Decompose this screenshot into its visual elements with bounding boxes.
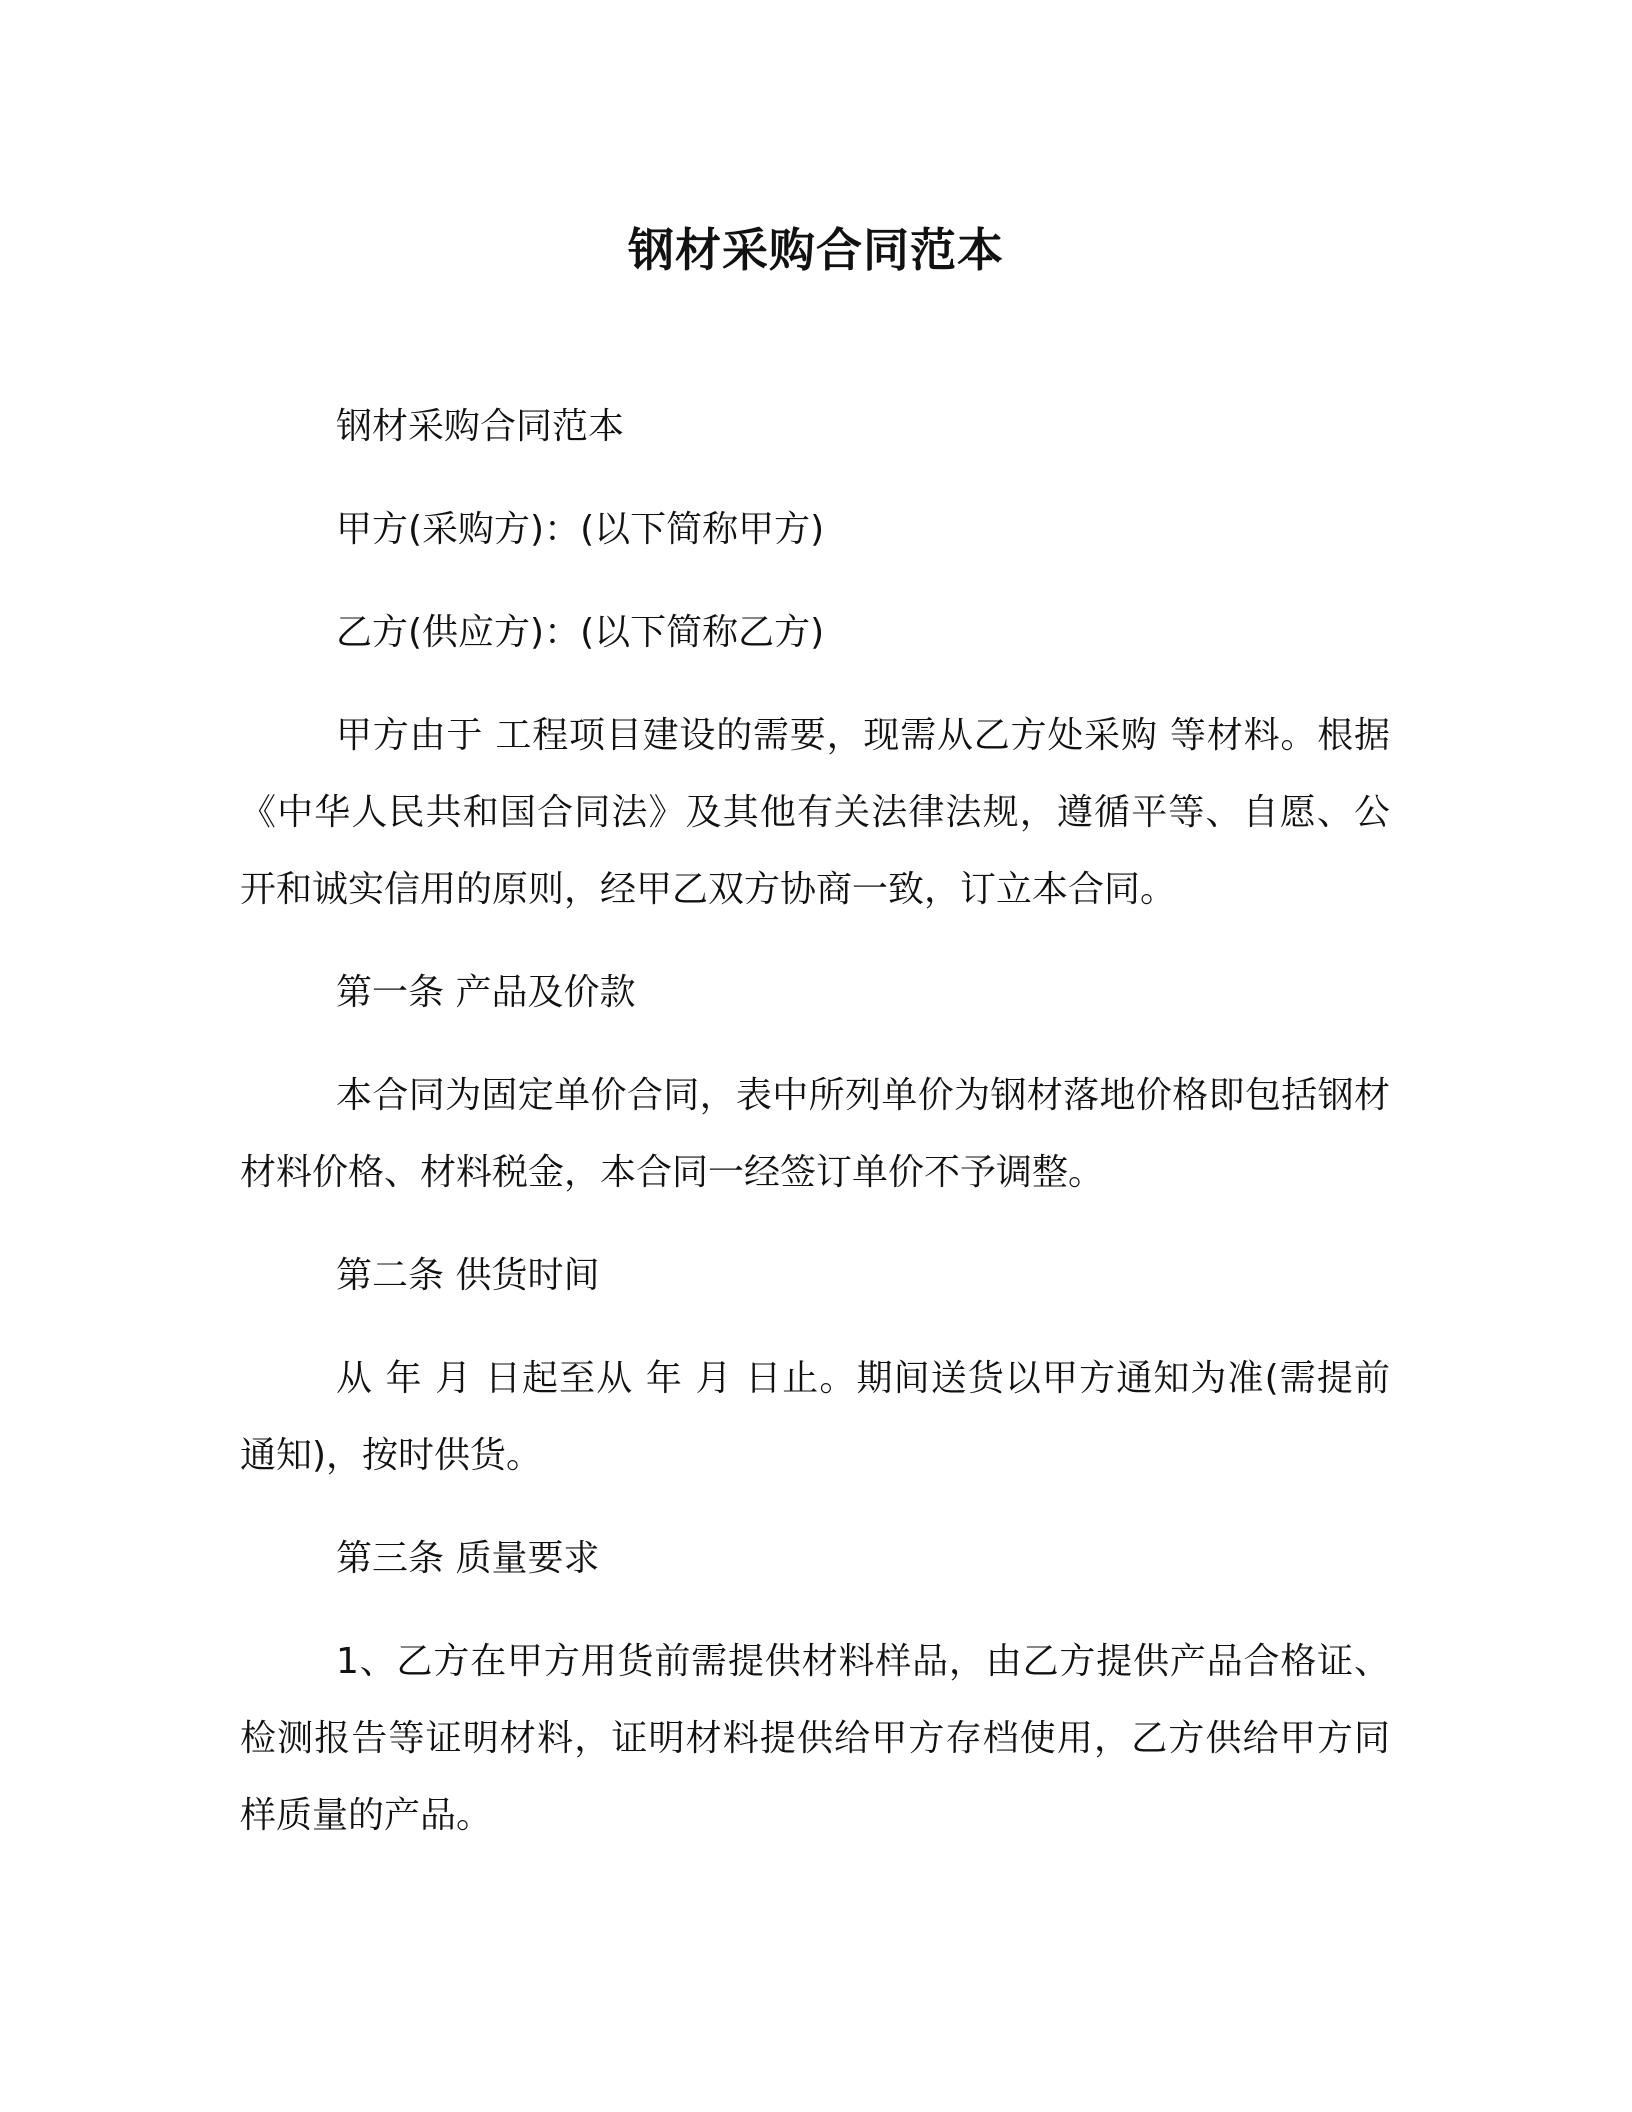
article-2-heading: 第二条 供货时间 [336, 1255, 600, 1296]
article-1-heading: 第一条 产品及价款 [336, 972, 636, 1013]
paragraph-preamble: 甲方由于 工程项目建设的需要，现需从乙方处采购 等材料。根据《中华人民共和国合同法》及其他有关法律法规，遵循平等、自愿、公开和诚实信用的原则，经甲乙双方协商一致，订立本合同。 [240, 715, 1390, 910]
document-body [240, 388, 1390, 1854]
paragraph-heading-repeat: 钢材采购合同范本 [336, 406, 625, 447]
article-3-item-1: 1、乙方在甲方用货前需提供材料样品，由乙方提供产品合格证、检测报告等证明材料，证明材料提供给甲方存档使用，乙方供给甲方同样质量的产品。 [240, 1641, 1390, 1836]
article-1-text: 本合同为固定单价合同，表中所列单价为钢材落地价格即包括钢材材料价格、材料税金，本合同一经签订单价不予调整。 [240, 1075, 1390, 1193]
paragraph-party-b: 乙方(供应方)：(以下简称乙方) [336, 612, 825, 653]
document-title: 钢材采购合同范本 [628, 223, 1004, 277]
article-2-text: 从 年 月 日起至从 年 月 日止。期间送货以甲方通知为准(需提前通知)，按时供货。 [240, 1358, 1390, 1476]
paragraph-party-a: 甲方(采购方)：(以下简称甲方) [336, 509, 825, 550]
article-3-heading: 第三条 质量要求 [336, 1538, 600, 1579]
